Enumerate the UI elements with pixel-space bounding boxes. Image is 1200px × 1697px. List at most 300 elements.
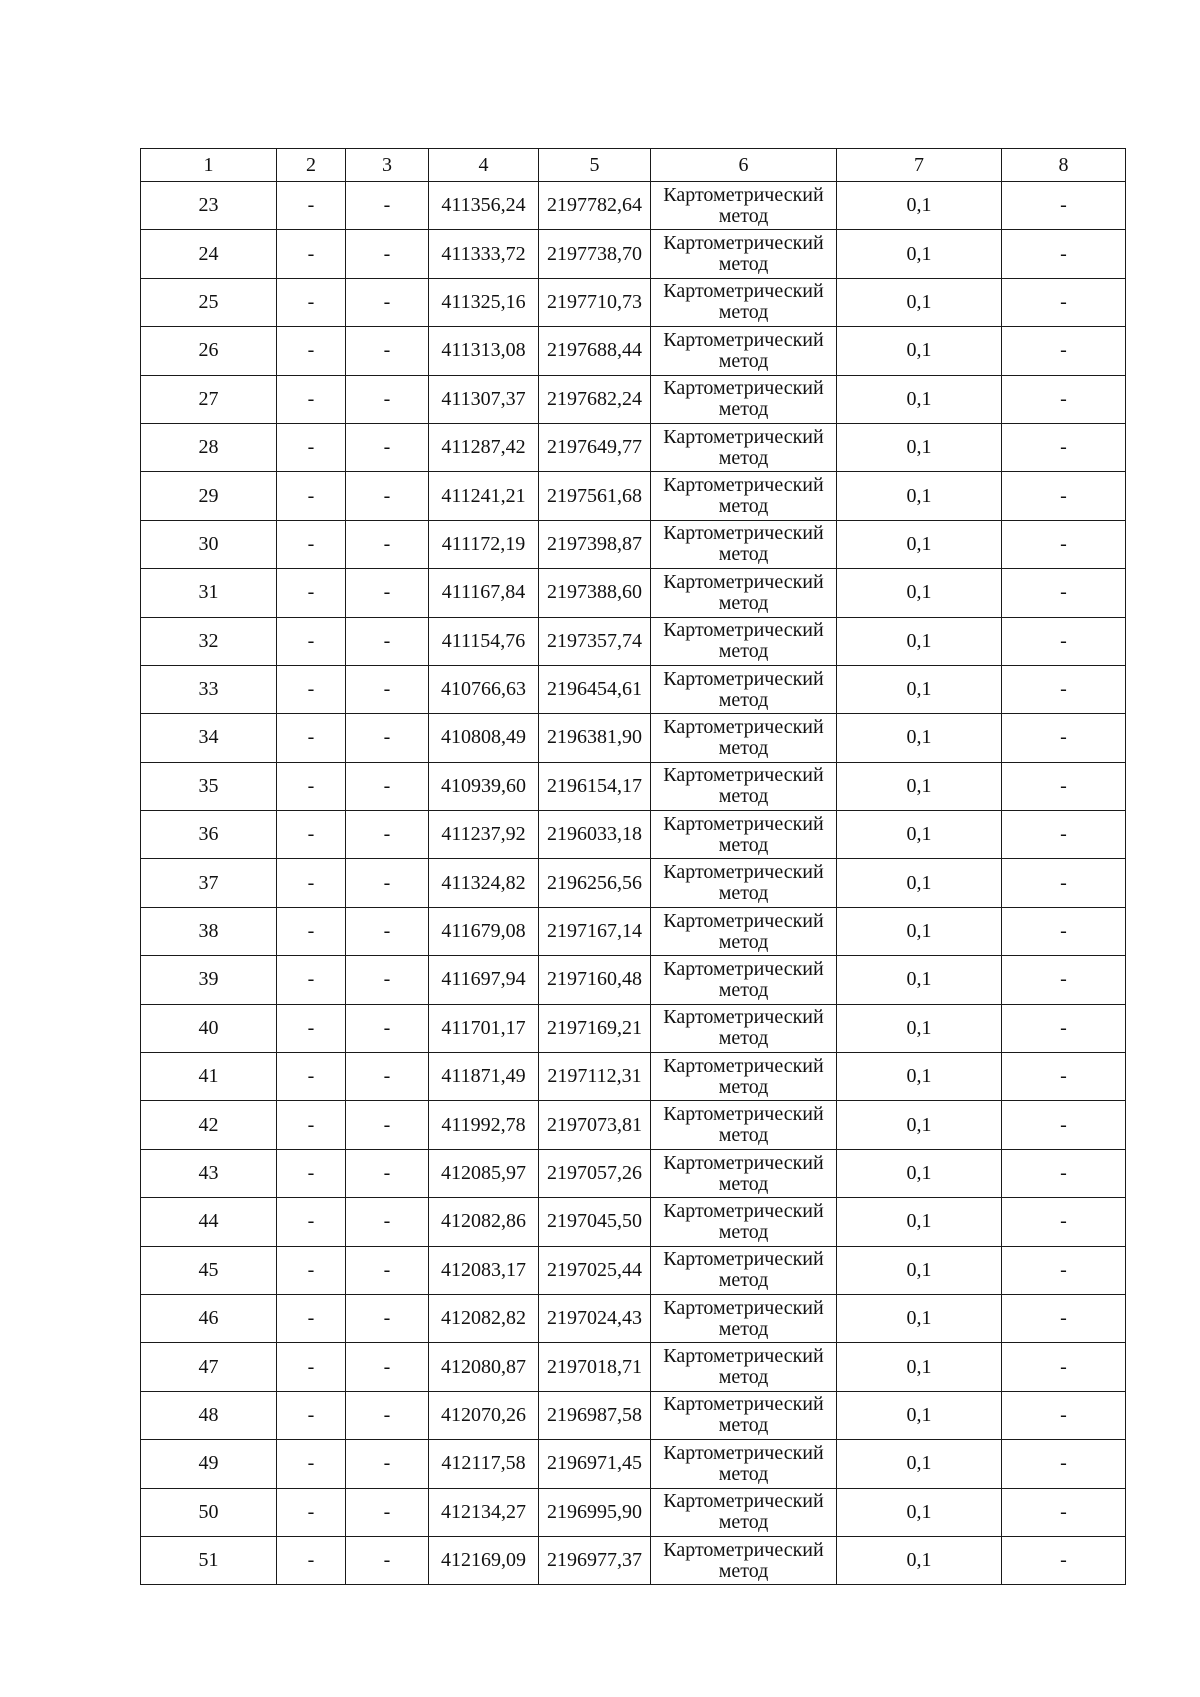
col3-cell: -	[346, 907, 429, 955]
method-line-1: Картометрический	[663, 1006, 824, 1029]
col8-cell: -	[1002, 665, 1126, 713]
x-coordinate-cell: 410766,63	[429, 665, 539, 713]
point-number-cell: 23	[141, 182, 277, 230]
coordinates-table	[140, 148, 1126, 1585]
header-cell: 8	[1002, 149, 1126, 182]
col8-cell: -	[1002, 956, 1126, 1004]
method-line-1: Картометрический	[663, 474, 824, 497]
col8-cell: -	[1002, 520, 1126, 568]
x-coordinate-cell: 412070,26	[429, 1391, 539, 1439]
header-cell: 5	[539, 149, 651, 182]
col8-cell: -	[1002, 375, 1126, 423]
accuracy-cell: 0,1	[837, 472, 1002, 520]
x-coordinate-cell: 411172,19	[429, 520, 539, 568]
header-cell: 7	[837, 149, 1002, 182]
method-line-1: Картометрический	[663, 1441, 824, 1464]
col2-cell: -	[277, 617, 346, 665]
col8-cell: -	[1002, 1536, 1126, 1584]
x-coordinate-cell: 411356,24	[429, 182, 539, 230]
method-cell	[651, 762, 837, 810]
col2-cell: -	[277, 327, 346, 375]
table-row	[141, 230, 1126, 278]
col3-cell: -	[346, 327, 429, 375]
y-coordinate-cell: 2196987,58	[539, 1391, 651, 1439]
method-cell	[651, 230, 837, 278]
col3-cell: -	[346, 1391, 429, 1439]
y-coordinate-cell: 2197561,68	[539, 472, 651, 520]
accuracy-cell: 0,1	[837, 278, 1002, 326]
col2-cell: -	[277, 375, 346, 423]
col8-cell: -	[1002, 1246, 1126, 1294]
accuracy-cell: 0,1	[837, 230, 1002, 278]
col2-cell: -	[277, 278, 346, 326]
method-line-1: Картометрический	[663, 1199, 824, 1222]
y-coordinate-cell: 2197160,48	[539, 956, 651, 1004]
col8-cell: -	[1002, 617, 1126, 665]
point-number-cell: 33	[141, 665, 277, 713]
accuracy-cell: 0,1	[837, 423, 1002, 471]
accuracy-cell: 0,1	[837, 665, 1002, 713]
table-row	[141, 907, 1126, 955]
header-cell: 3	[346, 149, 429, 182]
method-line-1: Картометрический	[663, 1151, 824, 1174]
method-cell	[651, 859, 837, 907]
method-line-1: Картометрический	[663, 1345, 824, 1368]
y-coordinate-cell: 2197024,43	[539, 1294, 651, 1342]
table-row	[141, 714, 1126, 762]
y-coordinate-cell: 2196995,90	[539, 1488, 651, 1536]
y-coordinate-cell: 2197167,14	[539, 907, 651, 955]
table-row	[141, 423, 1126, 471]
method-cell	[651, 1053, 837, 1101]
point-number-cell: 38	[141, 907, 277, 955]
col8-cell: -	[1002, 859, 1126, 907]
method-line-2: метод	[718, 1269, 769, 1292]
accuracy-cell: 0,1	[837, 1101, 1002, 1149]
method-cell	[651, 327, 837, 375]
y-coordinate-cell: 2197738,70	[539, 230, 651, 278]
accuracy-cell: 0,1	[837, 1246, 1002, 1294]
y-coordinate-cell: 2197057,26	[539, 1149, 651, 1197]
method-line-2: метод	[718, 833, 769, 856]
col2-cell: -	[277, 1246, 346, 1294]
x-coordinate-cell: 411313,08	[429, 327, 539, 375]
table-row	[141, 1149, 1126, 1197]
accuracy-cell: 0,1	[837, 1294, 1002, 1342]
header-cell: 4	[429, 149, 539, 182]
point-number-cell: 47	[141, 1343, 277, 1391]
point-number-cell: 39	[141, 956, 277, 1004]
point-number-cell: 42	[141, 1101, 277, 1149]
y-coordinate-cell: 2197388,60	[539, 569, 651, 617]
table-row	[141, 1488, 1126, 1536]
table-row	[141, 472, 1126, 520]
col3-cell: -	[346, 1343, 429, 1391]
method-line-2: метод	[718, 301, 769, 324]
point-number-cell: 51	[141, 1536, 277, 1584]
y-coordinate-cell: 2197169,21	[539, 1004, 651, 1052]
header-cell: 1	[141, 149, 277, 182]
y-coordinate-cell: 2197782,64	[539, 182, 651, 230]
accuracy-cell: 0,1	[837, 859, 1002, 907]
col8-cell: -	[1002, 327, 1126, 375]
table-row	[141, 1343, 1126, 1391]
col3-cell: -	[346, 859, 429, 907]
method-line-2: метод	[718, 349, 769, 372]
accuracy-cell: 0,1	[837, 617, 1002, 665]
point-number-cell: 36	[141, 811, 277, 859]
col3-cell: -	[346, 1246, 429, 1294]
table-row	[141, 956, 1126, 1004]
accuracy-cell: 0,1	[837, 1053, 1002, 1101]
method-line-2: метод	[718, 543, 769, 566]
method-cell	[651, 1101, 837, 1149]
method-cell	[651, 520, 837, 568]
x-coordinate-cell: 412117,58	[429, 1440, 539, 1488]
col3-cell: -	[346, 1294, 429, 1342]
x-coordinate-cell: 411324,82	[429, 859, 539, 907]
method-line-1: Картометрический	[663, 183, 824, 206]
method-cell	[651, 1536, 837, 1584]
col3-cell: -	[346, 472, 429, 520]
method-line-1: Картометрический	[663, 957, 824, 980]
accuracy-cell: 0,1	[837, 714, 1002, 762]
method-cell	[651, 714, 837, 762]
method-line-1: Картометрический	[663, 1296, 824, 1319]
method-cell	[651, 617, 837, 665]
table-row	[141, 811, 1126, 859]
method-line-2: метод	[718, 495, 769, 518]
method-line-2: метод	[718, 1075, 769, 1098]
method-cell	[651, 182, 837, 230]
y-coordinate-cell: 2196977,37	[539, 1536, 651, 1584]
method-line-1: Картометрический	[663, 1103, 824, 1126]
col2-cell: -	[277, 1440, 346, 1488]
col8-cell: -	[1002, 278, 1126, 326]
point-number-cell: 31	[141, 569, 277, 617]
point-number-cell: 45	[141, 1246, 277, 1294]
col3-cell: -	[346, 1440, 429, 1488]
x-coordinate-cell: 412083,17	[429, 1246, 539, 1294]
table-row	[141, 1198, 1126, 1246]
y-coordinate-cell: 2196381,90	[539, 714, 651, 762]
method-line-1: Картометрический	[663, 812, 824, 835]
method-line-2: метод	[718, 1027, 769, 1050]
col8-cell: -	[1002, 1149, 1126, 1197]
point-number-cell: 28	[141, 423, 277, 471]
col8-cell: -	[1002, 907, 1126, 955]
table-row	[141, 278, 1126, 326]
accuracy-cell: 0,1	[837, 182, 1002, 230]
col8-cell: -	[1002, 1488, 1126, 1536]
method-cell	[651, 375, 837, 423]
method-line-2: метод	[718, 978, 769, 1001]
method-cell	[651, 569, 837, 617]
x-coordinate-cell: 411697,94	[429, 956, 539, 1004]
accuracy-cell: 0,1	[837, 375, 1002, 423]
col8-cell: -	[1002, 1198, 1126, 1246]
point-number-cell: 44	[141, 1198, 277, 1246]
x-coordinate-cell: 412169,09	[429, 1536, 539, 1584]
y-coordinate-cell: 2197025,44	[539, 1246, 651, 1294]
col8-cell: -	[1002, 1343, 1126, 1391]
method-line-2: метод	[718, 736, 769, 759]
y-coordinate-cell: 2197045,50	[539, 1198, 651, 1246]
point-number-cell: 32	[141, 617, 277, 665]
point-number-cell: 37	[141, 859, 277, 907]
x-coordinate-cell: 411325,16	[429, 278, 539, 326]
point-number-cell: 50	[141, 1488, 277, 1536]
col2-cell: -	[277, 956, 346, 1004]
col2-cell: -	[277, 472, 346, 520]
accuracy-cell: 0,1	[837, 520, 1002, 568]
accuracy-cell: 0,1	[837, 956, 1002, 1004]
y-coordinate-cell: 2197682,24	[539, 375, 651, 423]
col2-cell: -	[277, 1198, 346, 1246]
method-line-1: Картометрический	[663, 619, 824, 642]
table-row	[141, 1004, 1126, 1052]
y-coordinate-cell: 2197710,73	[539, 278, 651, 326]
col2-cell: -	[277, 182, 346, 230]
col2-cell: -	[277, 1536, 346, 1584]
method-cell	[651, 811, 837, 859]
col3-cell: -	[346, 714, 429, 762]
x-coordinate-cell: 411701,17	[429, 1004, 539, 1052]
table-body	[141, 149, 1126, 1585]
method-line-2: метод	[718, 253, 769, 276]
method-cell	[651, 1391, 837, 1439]
col2-cell: -	[277, 1004, 346, 1052]
x-coordinate-cell: 411154,76	[429, 617, 539, 665]
point-number-cell: 27	[141, 375, 277, 423]
table-row	[141, 569, 1126, 617]
col2-cell: -	[277, 714, 346, 762]
col2-cell: -	[277, 1343, 346, 1391]
header-cell: 6	[651, 149, 837, 182]
x-coordinate-cell: 412085,97	[429, 1149, 539, 1197]
col2-cell: -	[277, 569, 346, 617]
accuracy-cell: 0,1	[837, 1440, 1002, 1488]
table-row	[141, 762, 1126, 810]
method-line-2: метод	[718, 1511, 769, 1534]
method-line-1: Картометрический	[663, 328, 824, 351]
x-coordinate-cell: 411307,37	[429, 375, 539, 423]
col8-cell: -	[1002, 762, 1126, 810]
point-number-cell: 46	[141, 1294, 277, 1342]
x-coordinate-cell: 411167,84	[429, 569, 539, 617]
table-row	[141, 182, 1126, 230]
col3-cell: -	[346, 569, 429, 617]
method-line-1: Картометрический	[663, 570, 824, 593]
header-row	[141, 149, 1126, 182]
table-row	[141, 1440, 1126, 1488]
col8-cell: -	[1002, 1440, 1126, 1488]
table-row	[141, 1294, 1126, 1342]
accuracy-cell: 0,1	[837, 762, 1002, 810]
method-line-1: Картометрический	[663, 425, 824, 448]
col8-cell: -	[1002, 423, 1126, 471]
method-line-1: Картометрический	[663, 1490, 824, 1513]
col2-cell: -	[277, 665, 346, 713]
col3-cell: -	[346, 1536, 429, 1584]
method-line-2: метод	[718, 1124, 769, 1147]
method-line-2: метод	[718, 1462, 769, 1485]
accuracy-cell: 0,1	[837, 907, 1002, 955]
method-line-2: метод	[718, 1414, 769, 1437]
col3-cell: -	[346, 956, 429, 1004]
col2-cell: -	[277, 520, 346, 568]
header-cell: 2	[277, 149, 346, 182]
method-line-1: Картометрический	[663, 1538, 824, 1561]
method-line-1: Картометрический	[663, 377, 824, 400]
method-cell	[651, 1246, 837, 1294]
method-cell	[651, 907, 837, 955]
y-coordinate-cell: 2197357,74	[539, 617, 651, 665]
y-coordinate-cell: 2196256,56	[539, 859, 651, 907]
method-cell	[651, 1343, 837, 1391]
point-number-cell: 35	[141, 762, 277, 810]
x-coordinate-cell: 411871,49	[429, 1053, 539, 1101]
table-row	[141, 520, 1126, 568]
point-number-cell: 48	[141, 1391, 277, 1439]
method-line-2: метод	[718, 688, 769, 711]
x-coordinate-cell: 410808,49	[429, 714, 539, 762]
method-cell	[651, 1198, 837, 1246]
col2-cell: -	[277, 1391, 346, 1439]
y-coordinate-cell: 2197018,71	[539, 1343, 651, 1391]
col3-cell: -	[346, 423, 429, 471]
col3-cell: -	[346, 520, 429, 568]
col2-cell: -	[277, 859, 346, 907]
method-line-1: Картометрический	[663, 1248, 824, 1271]
method-line-1: Картометрический	[663, 764, 824, 787]
accuracy-cell: 0,1	[837, 1488, 1002, 1536]
x-coordinate-cell: 411287,42	[429, 423, 539, 471]
col8-cell: -	[1002, 1391, 1126, 1439]
point-number-cell: 30	[141, 520, 277, 568]
table-row	[141, 327, 1126, 375]
col2-cell: -	[277, 423, 346, 471]
method-line-2: метод	[718, 446, 769, 469]
col2-cell: -	[277, 1053, 346, 1101]
point-number-cell: 49	[141, 1440, 277, 1488]
point-number-cell: 41	[141, 1053, 277, 1101]
accuracy-cell: 0,1	[837, 1149, 1002, 1197]
col3-cell: -	[346, 182, 429, 230]
point-number-cell: 34	[141, 714, 277, 762]
y-coordinate-cell: 2197073,81	[539, 1101, 651, 1149]
accuracy-cell: 0,1	[837, 1004, 1002, 1052]
method-cell	[651, 1004, 837, 1052]
col2-cell: -	[277, 1149, 346, 1197]
col3-cell: -	[346, 1101, 429, 1149]
col8-cell: -	[1002, 182, 1126, 230]
col3-cell: -	[346, 811, 429, 859]
col3-cell: -	[346, 1053, 429, 1101]
table-row	[141, 665, 1126, 713]
x-coordinate-cell: 410939,60	[429, 762, 539, 810]
col3-cell: -	[346, 1488, 429, 1536]
col2-cell: -	[277, 1294, 346, 1342]
method-line-2: метод	[718, 204, 769, 227]
col8-cell: -	[1002, 1053, 1126, 1101]
accuracy-cell: 0,1	[837, 811, 1002, 859]
method-line-2: метод	[718, 930, 769, 953]
x-coordinate-cell: 411992,78	[429, 1101, 539, 1149]
col3-cell: -	[346, 665, 429, 713]
col2-cell: -	[277, 811, 346, 859]
method-cell	[651, 1149, 837, 1197]
method-line-1: Картометрический	[663, 1054, 824, 1077]
col2-cell: -	[277, 1101, 346, 1149]
method-line-2: метод	[718, 1317, 769, 1340]
table-row	[141, 1391, 1126, 1439]
x-coordinate-cell: 411679,08	[429, 907, 539, 955]
col2-cell: -	[277, 230, 346, 278]
col3-cell: -	[346, 762, 429, 810]
point-number-cell: 40	[141, 1004, 277, 1052]
col8-cell: -	[1002, 569, 1126, 617]
col8-cell: -	[1002, 811, 1126, 859]
method-cell	[651, 665, 837, 713]
method-cell	[651, 1440, 837, 1488]
col3-cell: -	[346, 1198, 429, 1246]
col8-cell: -	[1002, 1004, 1126, 1052]
method-line-1: Картометрический	[663, 715, 824, 738]
method-line-1: Картометрический	[663, 280, 824, 303]
col8-cell: -	[1002, 1294, 1126, 1342]
method-line-2: метод	[718, 785, 769, 808]
table-row	[141, 1101, 1126, 1149]
y-coordinate-cell: 2196033,18	[539, 811, 651, 859]
table-row	[141, 1246, 1126, 1294]
method-line-2: метод	[718, 1366, 769, 1389]
col8-cell: -	[1002, 472, 1126, 520]
accuracy-cell: 0,1	[837, 1198, 1002, 1246]
y-coordinate-cell: 2197398,87	[539, 520, 651, 568]
point-number-cell: 24	[141, 230, 277, 278]
accuracy-cell: 0,1	[837, 1536, 1002, 1584]
method-line-2: метод	[718, 398, 769, 421]
method-line-2: метод	[718, 1172, 769, 1195]
col3-cell: -	[346, 1149, 429, 1197]
method-line-1: Картометрический	[663, 232, 824, 255]
point-number-cell: 29	[141, 472, 277, 520]
method-line-1: Картометрический	[663, 861, 824, 884]
table-row	[141, 375, 1126, 423]
table-row	[141, 617, 1126, 665]
col8-cell: -	[1002, 714, 1126, 762]
point-number-cell: 43	[141, 1149, 277, 1197]
method-line-2: метод	[718, 1559, 769, 1582]
x-coordinate-cell: 412082,86	[429, 1198, 539, 1246]
col2-cell: -	[277, 762, 346, 810]
method-line-2: метод	[718, 640, 769, 663]
col3-cell: -	[346, 230, 429, 278]
y-coordinate-cell: 2196971,45	[539, 1440, 651, 1488]
method-cell	[651, 1488, 837, 1536]
x-coordinate-cell: 412080,87	[429, 1343, 539, 1391]
method-cell	[651, 278, 837, 326]
col8-cell: -	[1002, 230, 1126, 278]
method-cell	[651, 472, 837, 520]
method-line-1: Картометрический	[663, 667, 824, 690]
accuracy-cell: 0,1	[837, 569, 1002, 617]
x-coordinate-cell: 411241,21	[429, 472, 539, 520]
col8-cell: -	[1002, 1101, 1126, 1149]
table-row	[141, 1536, 1126, 1584]
col2-cell: -	[277, 1488, 346, 1536]
